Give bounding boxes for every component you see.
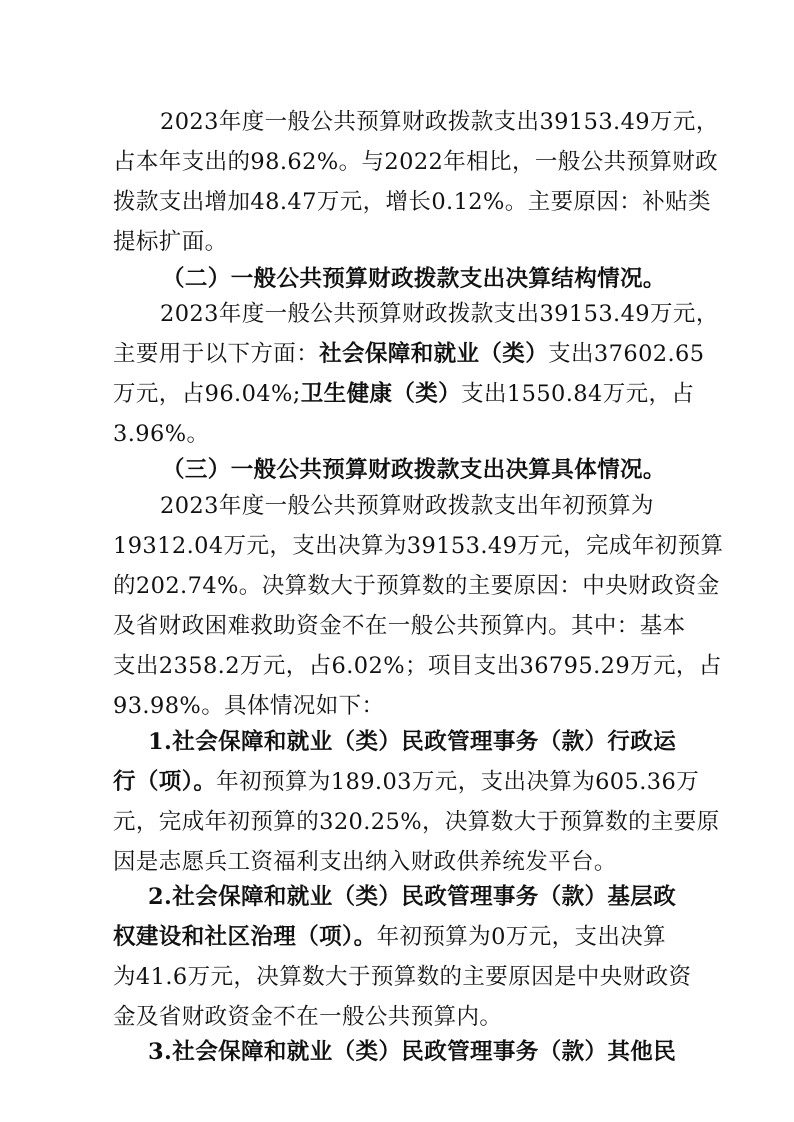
text-run: 2023年度一般公共预算财政拨款支出39153.49万元， [160,109,719,135]
text-run: 金及省财政资金不在一般公共预算内。 [113,1004,503,1030]
text-run: 主要用于以下方面： [113,341,320,367]
text-run: 及省财政困难救助资金不在一般公共预算内。其中：基本 [113,613,686,639]
text-run: 的202.74%。决算数大于预算数的主要原因：中央财政资金 [113,573,720,599]
text-run: 提标扩面。 [113,229,228,255]
bold-text: 2.社会保障和就业（类）民政管理事务（款）基层政 [148,884,677,910]
text-run: 占本年支出的98.62%。与2022年相比，一般公共预算财政 [113,149,719,175]
text-line [160,486,654,526]
text-line [113,182,711,222]
text-run: 年初预算为0万元，支出决算 [376,924,667,950]
text-run: 万元，占96.04%; [113,381,301,407]
text-line [113,526,723,566]
text-line [113,374,694,414]
bold-text: 行（项）。 [113,769,217,795]
text-run: 元，完成年初预算的320.25%，决算数大于预算数的主要原 [113,809,720,835]
text-line [160,294,719,334]
text-run: 年初预算为189.03万元，支出决算为605.36万 [216,769,700,795]
text-line [113,646,722,686]
text-line [148,722,676,762]
text-run: 93.98%。具体情况如下： [113,693,385,719]
text-run: 2023年度一般公共预算财政拨款支出年初预算为 [160,493,654,519]
text-line [113,762,699,802]
bold-text: 社会保障和就业（类） [319,341,549,367]
text-line [162,450,666,490]
text-line [113,142,718,182]
bold-text: 1.社会保障和就业（类）民政管理事务（款）行政运 [148,729,677,755]
bold-text: （三）一般公共预算财政拨款支出决算具体情况。 [162,457,666,483]
text-run: 2023年度一般公共预算财政拨款支出39153.49万元， [160,301,719,327]
text-run: 19312.04万元，支出决算为39153.49万元，完成年初预算 [113,533,724,559]
text-run: 因是志愿兵工资福利支出纳入财政供养统发平台。 [113,849,617,875]
text-line [113,222,228,262]
text-line [148,877,676,917]
text-line [113,606,686,646]
text-run: 为41.6万元，决算数大于预算数的主要原因是中央财政资 [113,964,692,990]
text-run: 拨款支出增加48.47万元，增长0.12%。主要原因：补贴类 [113,189,711,215]
text-line [113,686,384,726]
text-run: 支出1550.84万元，占 [461,381,695,407]
text-line [148,1032,676,1072]
bold-text: 权建设和社区治理（项）。 [113,924,377,950]
text-line [113,842,617,882]
text-line [113,414,209,454]
bold-text: 卫生健康（类） [300,381,462,407]
text-line [113,957,691,997]
text-line [160,102,719,142]
text-run: 支出37602.65 [548,341,705,367]
bold-text: 3.社会保障和就业（类）民政管理事务（款）其他民 [148,1039,677,1065]
text-line [113,566,720,606]
bold-text: （二）一般公共预算财政拨款支出决算结构情况。 [162,266,666,292]
text-line [113,997,502,1037]
text-run: 支出2358.2万元，占6.02%；项目支出36795.29万元，占 [113,653,722,679]
text-line [113,917,666,957]
text-line [113,802,720,842]
text-run: 3.96%。 [113,421,210,447]
text-line [113,334,704,374]
text-line [162,259,666,299]
